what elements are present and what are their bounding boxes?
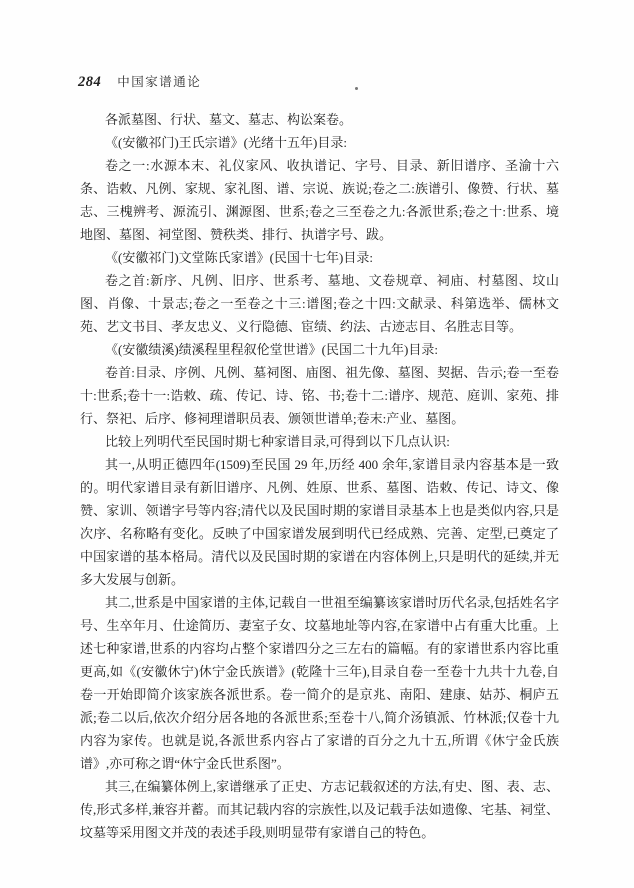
book-title: 中国家谱通论 [117,75,202,89]
running-header [78,72,201,91]
point-two-paragraph: 其二,世系是中国家谱的主体,记载自一世祖至编纂该家谱时历代名录,包括姓名字号、生卒年月、仕途简历、妻室子女、坟墓地址等内容,在家谱中占有重大比重。上述七种家谱,世系的内容均占整个家谱四分之三左右的篇幅。有的家谱世系内容比重更高,如《(安徽休宁)休宁金氏族谱》(乾隆十三年),目录自卷一至卷十九共十九卷,自卷一开始即简介该家族各派世系。卷一简介的是京兆、南阳、建康、姑苏、桐庐五派;卷二以后,依次介绍分居各地的各派世系;至卷十八,简介汤镇派、竹林派;仅卷十九内容为家传。也就是说,各派世系内容占了家谱的百分之九十五,所谓《休宁金氏族谱》,亦可称之谓“休宁金氏世系图”。 [80,595,559,771]
point-one-paragraph: 其一,从明正德四年(1509)至民国 29 年,历经 400 余年,家谱目录内容基本是一致的。明代家谱目录有新旧谱序、凡例、姓原、世系、墓图、诰敕、传记、诗文、像赞、家训、领谱字号等内容;清代以及民国时期的家谱目录基本上也是类似内容,只是次序、名称略有变化。反映了中国家谱发展到明代已经成熟、完善、定型,已奠定了中国家谱的基本格局。清代以及民国时期的家谱在内容体例上,只是明代的延续,并无多大发展与创新。 [80,457,559,587]
closing-line-previous-catalog: 各派墓图、行状、墓文、墓志、构讼案卷。 [105,112,353,127]
catalog-contents-chenshi-jiapu: 卷之首:新序、凡例、旧序、世系考、墓地、文卷规章、祠庙、村墓图、坟山图、肖像、十景志;卷之一至卷之十三:谱图;卷之十四:文献录、科第选举、儒林文苑、艺文书目、孝友忠义、义行隐德、宦绩、约法、古迹志目、名胜志目等。 [80,273,559,334]
catalog-title-chenshi-jiapu: 《(安徽祁门)文堂陈氏家谱》(民国十七年)目录: [105,250,373,265]
comparison-intro: 比较上列明代至民国时期七种家谱目录,可得到以下几点认识: [105,434,450,449]
body-text [80,108,559,844]
scan-speck [355,87,358,90]
catalog-title-chengli-shipu: 《(安徽绩溪)绩溪程里程叙伦堂世谱》(民国二十九年)目录: [105,342,438,357]
point-three-paragraph: 其三,在编纂体例上,家谱继承了正史、方志记载叙述的方法,有史、图、表、志、传,形式多样,兼容并蓄。而其记载内容的宗族性,以及记载手法如遗像、宅基、祠堂、坟墓等采用图文并茂的表述手段,则明显带有家谱自己的特色。 [80,779,559,840]
catalog-contents-wangshi-zongpu: 卷之一:水源本末、礼仪家风、收执谱记、字号、目录、新旧谱序、圣渝十六条、诰敕、凡例、家规、家礼图、谱、宗说、族说;卷之二:族谱引、像赞、行状、墓志、三槐辨考、源流引、渊源图、世系;卷之三至卷之九:各派世系;卷之十:世系、境地图、墓图、祠堂图、赞秩类、排行、执谱字号、跋。 [80,158,559,242]
catalog-contents-chengli-shipu: 卷首:目录、序例、凡例、墓祠图、庙图、祖先像、墓图、契据、告示;卷一至卷十:世系;卷十一:诰敕、疏、传记、诗、铭、书;卷十二:谱序、规范、庭训、家苑、排行、祭祀、后序、修祠理谱职员表、颁领世谱单;卷末:产业、墓图。 [80,365,559,426]
catalog-title-wangshi-zongpu: 《(安徽祁门)王氏宗谱》(光绪十五年)目录: [105,135,347,150]
page-number: 284 [78,74,102,90]
